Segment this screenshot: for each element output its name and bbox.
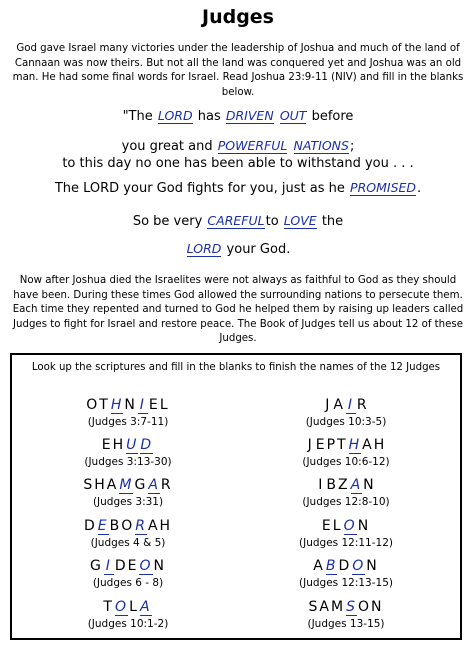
verse-text: ; xyxy=(349,139,355,154)
judge-entry xyxy=(28,477,228,508)
judge-reference: (Judges 3:13-30) xyxy=(84,456,172,468)
printed-letter: S xyxy=(308,599,320,615)
printed-letter: E xyxy=(321,518,333,534)
judge-name xyxy=(28,397,228,414)
verse-text: before xyxy=(311,109,354,124)
judge-reference: (Judges 12:8-10) xyxy=(302,496,390,508)
judge-entry xyxy=(28,518,228,549)
filled-letter: U xyxy=(126,437,139,453)
answer-promised: PROMISED xyxy=(350,180,417,195)
judge-name xyxy=(246,477,446,494)
judge-name xyxy=(28,518,228,535)
printed-letter: A xyxy=(319,599,331,615)
printed-letter: A xyxy=(333,397,345,413)
printed-letter: N xyxy=(371,599,384,615)
verse-line-6 xyxy=(0,241,476,257)
filled-letter: O xyxy=(352,558,366,574)
filled-letter: I xyxy=(347,397,354,413)
filled-letter: A xyxy=(148,477,160,493)
filled-letter: I xyxy=(139,397,146,413)
answer-out: OUT xyxy=(279,108,307,123)
printed-letter: T xyxy=(103,599,114,615)
filled-letter: M xyxy=(119,477,134,493)
printed-letter: N xyxy=(363,477,376,493)
judges-box-heading: Look up the scriptures and fill in the blanks to finish the names of the 12 Judges xyxy=(31,362,441,373)
answer-lord-2: LORD xyxy=(186,241,222,256)
verse-line-5 xyxy=(0,213,476,229)
filled-letter: B xyxy=(325,558,338,574)
judge-reference: (Judges 4 & 5) xyxy=(90,537,166,549)
answer-powerful: POWERFUL xyxy=(217,138,288,153)
verse-text: your God. xyxy=(226,242,291,257)
printed-letter: T xyxy=(337,437,348,453)
printed-letter: L xyxy=(332,518,343,534)
judge-name xyxy=(246,518,446,535)
verse-text: The LORD your God fights for you, just as he xyxy=(54,181,345,196)
printed-letter: O xyxy=(121,518,135,534)
judge-entry xyxy=(246,558,446,589)
printed-letter: O xyxy=(357,599,371,615)
printed-letter: E xyxy=(127,558,139,574)
printed-letter: T xyxy=(99,397,110,413)
answer-love: LOVE xyxy=(283,213,317,228)
judge-name xyxy=(246,397,446,414)
printed-letter: E xyxy=(148,397,160,413)
judge-reference: (Judges 3:7-11) xyxy=(87,416,169,428)
printed-letter: L xyxy=(129,599,139,615)
printed-letter: N xyxy=(366,558,379,574)
judge-reference: (Judges 6 - 8) xyxy=(92,577,164,589)
printed-letter: B xyxy=(109,518,122,534)
judge-reference: (Judges 10:3-5) xyxy=(305,416,387,428)
judge-name xyxy=(246,437,446,454)
printed-letter: E xyxy=(101,437,113,453)
printed-letter: I xyxy=(318,477,325,493)
verse-text: to xyxy=(265,214,279,229)
printed-letter: A xyxy=(147,518,160,534)
verse-text: So be very xyxy=(132,214,203,229)
judge-entry xyxy=(246,397,446,428)
printed-letter: P xyxy=(326,437,338,453)
answer-lord: LORD xyxy=(157,108,193,123)
verse-text: "The xyxy=(122,109,153,124)
judge-entry xyxy=(28,558,228,589)
printed-letter: H xyxy=(112,437,126,453)
judge-entry xyxy=(246,599,446,630)
printed-letter: L xyxy=(159,397,170,413)
judge-entry xyxy=(246,477,446,508)
printed-letter: S xyxy=(83,477,95,493)
filled-letter: A xyxy=(140,599,152,615)
printed-letter: N xyxy=(124,397,137,413)
printed-letter: E xyxy=(315,437,327,453)
intro-paragraph: God gave Israel many victories under the leadership of Joshua and much of the land of Cannaan was now theirs. But not all the land was conquered yet and Joshua was an old man. He had some final words for Israel. Read Joshua 23:9-11 (NIV) and fill in the blanks below. xyxy=(12,43,464,98)
answer-nations: NATIONS xyxy=(293,138,349,153)
filled-letter: A xyxy=(350,477,363,493)
verse-line-3: to this day no one has been able to withstand you . . . xyxy=(62,156,414,171)
filled-letter: O xyxy=(343,518,357,534)
printed-letter: Z xyxy=(337,477,350,493)
filled-letter: E xyxy=(97,518,109,534)
printed-letter: R xyxy=(160,477,173,493)
printed-letter: N xyxy=(153,558,166,574)
judge-name xyxy=(246,599,446,616)
printed-letter: J xyxy=(307,437,314,453)
printed-letter: D xyxy=(114,558,128,574)
printed-letter: D xyxy=(338,558,352,574)
printed-letter: A xyxy=(362,437,374,453)
printed-letter: H xyxy=(94,477,107,493)
judge-reference: (Judges 10:6-12) xyxy=(302,456,390,468)
printed-letter: D xyxy=(83,518,97,534)
printed-letter: M xyxy=(330,599,346,615)
judge-entry xyxy=(28,437,228,468)
answer-careful: CAREFUL xyxy=(207,213,265,228)
judge-name xyxy=(28,599,228,616)
printed-letter: A xyxy=(106,477,119,493)
filled-letter: R xyxy=(135,518,147,534)
filled-letter: H xyxy=(110,397,124,413)
printed-letter: B xyxy=(326,477,338,493)
answer-driven: DRIVEN xyxy=(225,108,274,123)
verse-line-2 xyxy=(0,138,476,154)
filled-letter: I xyxy=(105,558,112,574)
printed-letter: H xyxy=(373,437,387,453)
page-title: Judges xyxy=(202,6,274,28)
printed-letter: A xyxy=(313,558,325,574)
verse-line-4 xyxy=(0,180,476,196)
verse-text: has xyxy=(197,109,221,124)
judge-name xyxy=(28,437,228,454)
judge-entry xyxy=(28,599,228,630)
filled-letter: D xyxy=(140,437,154,453)
verse-line-1 xyxy=(0,108,476,124)
filled-letter: H xyxy=(348,437,362,453)
filled-letter: O xyxy=(114,599,128,615)
judge-reference: (Judges 12:13-15) xyxy=(299,577,393,589)
judge-name xyxy=(246,558,446,575)
printed-letter: G xyxy=(89,558,103,574)
printed-letter: R xyxy=(356,397,369,413)
verse-text: . xyxy=(417,181,422,196)
filled-letter: S xyxy=(346,599,357,615)
filled-letter: O xyxy=(139,558,153,574)
printed-letter: G xyxy=(134,477,148,493)
judge-reference: (Judges 10:1-2) xyxy=(87,618,169,630)
judge-entry xyxy=(28,397,228,428)
judge-reference: (Judges 13-15) xyxy=(307,618,385,630)
judge-entry xyxy=(246,437,446,468)
judge-reference: (Judges 12:11-12) xyxy=(299,537,393,549)
judge-name xyxy=(28,477,228,494)
judges-explanation: Now after Joshua died the Israelites were not always as faithful to God as they should have been. During these times God allowed the surrounding nations to persecute them. Each time they repented and turned to God he helped them by raising up leaders called Judges to fight for Israel and restore peace. The Book of Judges tell us about 12 of these Judges. xyxy=(12,275,464,345)
judge-entry xyxy=(246,518,446,549)
verse-text: the xyxy=(321,214,344,229)
printed-letter: H xyxy=(159,518,173,534)
verse-text: you great and xyxy=(121,139,213,154)
printed-letter: J xyxy=(325,397,332,413)
printed-letter: O xyxy=(86,397,100,413)
judge-name xyxy=(28,558,228,575)
judge-reference: (Judges 3:31) xyxy=(92,496,164,508)
printed-letter: N xyxy=(357,518,371,534)
